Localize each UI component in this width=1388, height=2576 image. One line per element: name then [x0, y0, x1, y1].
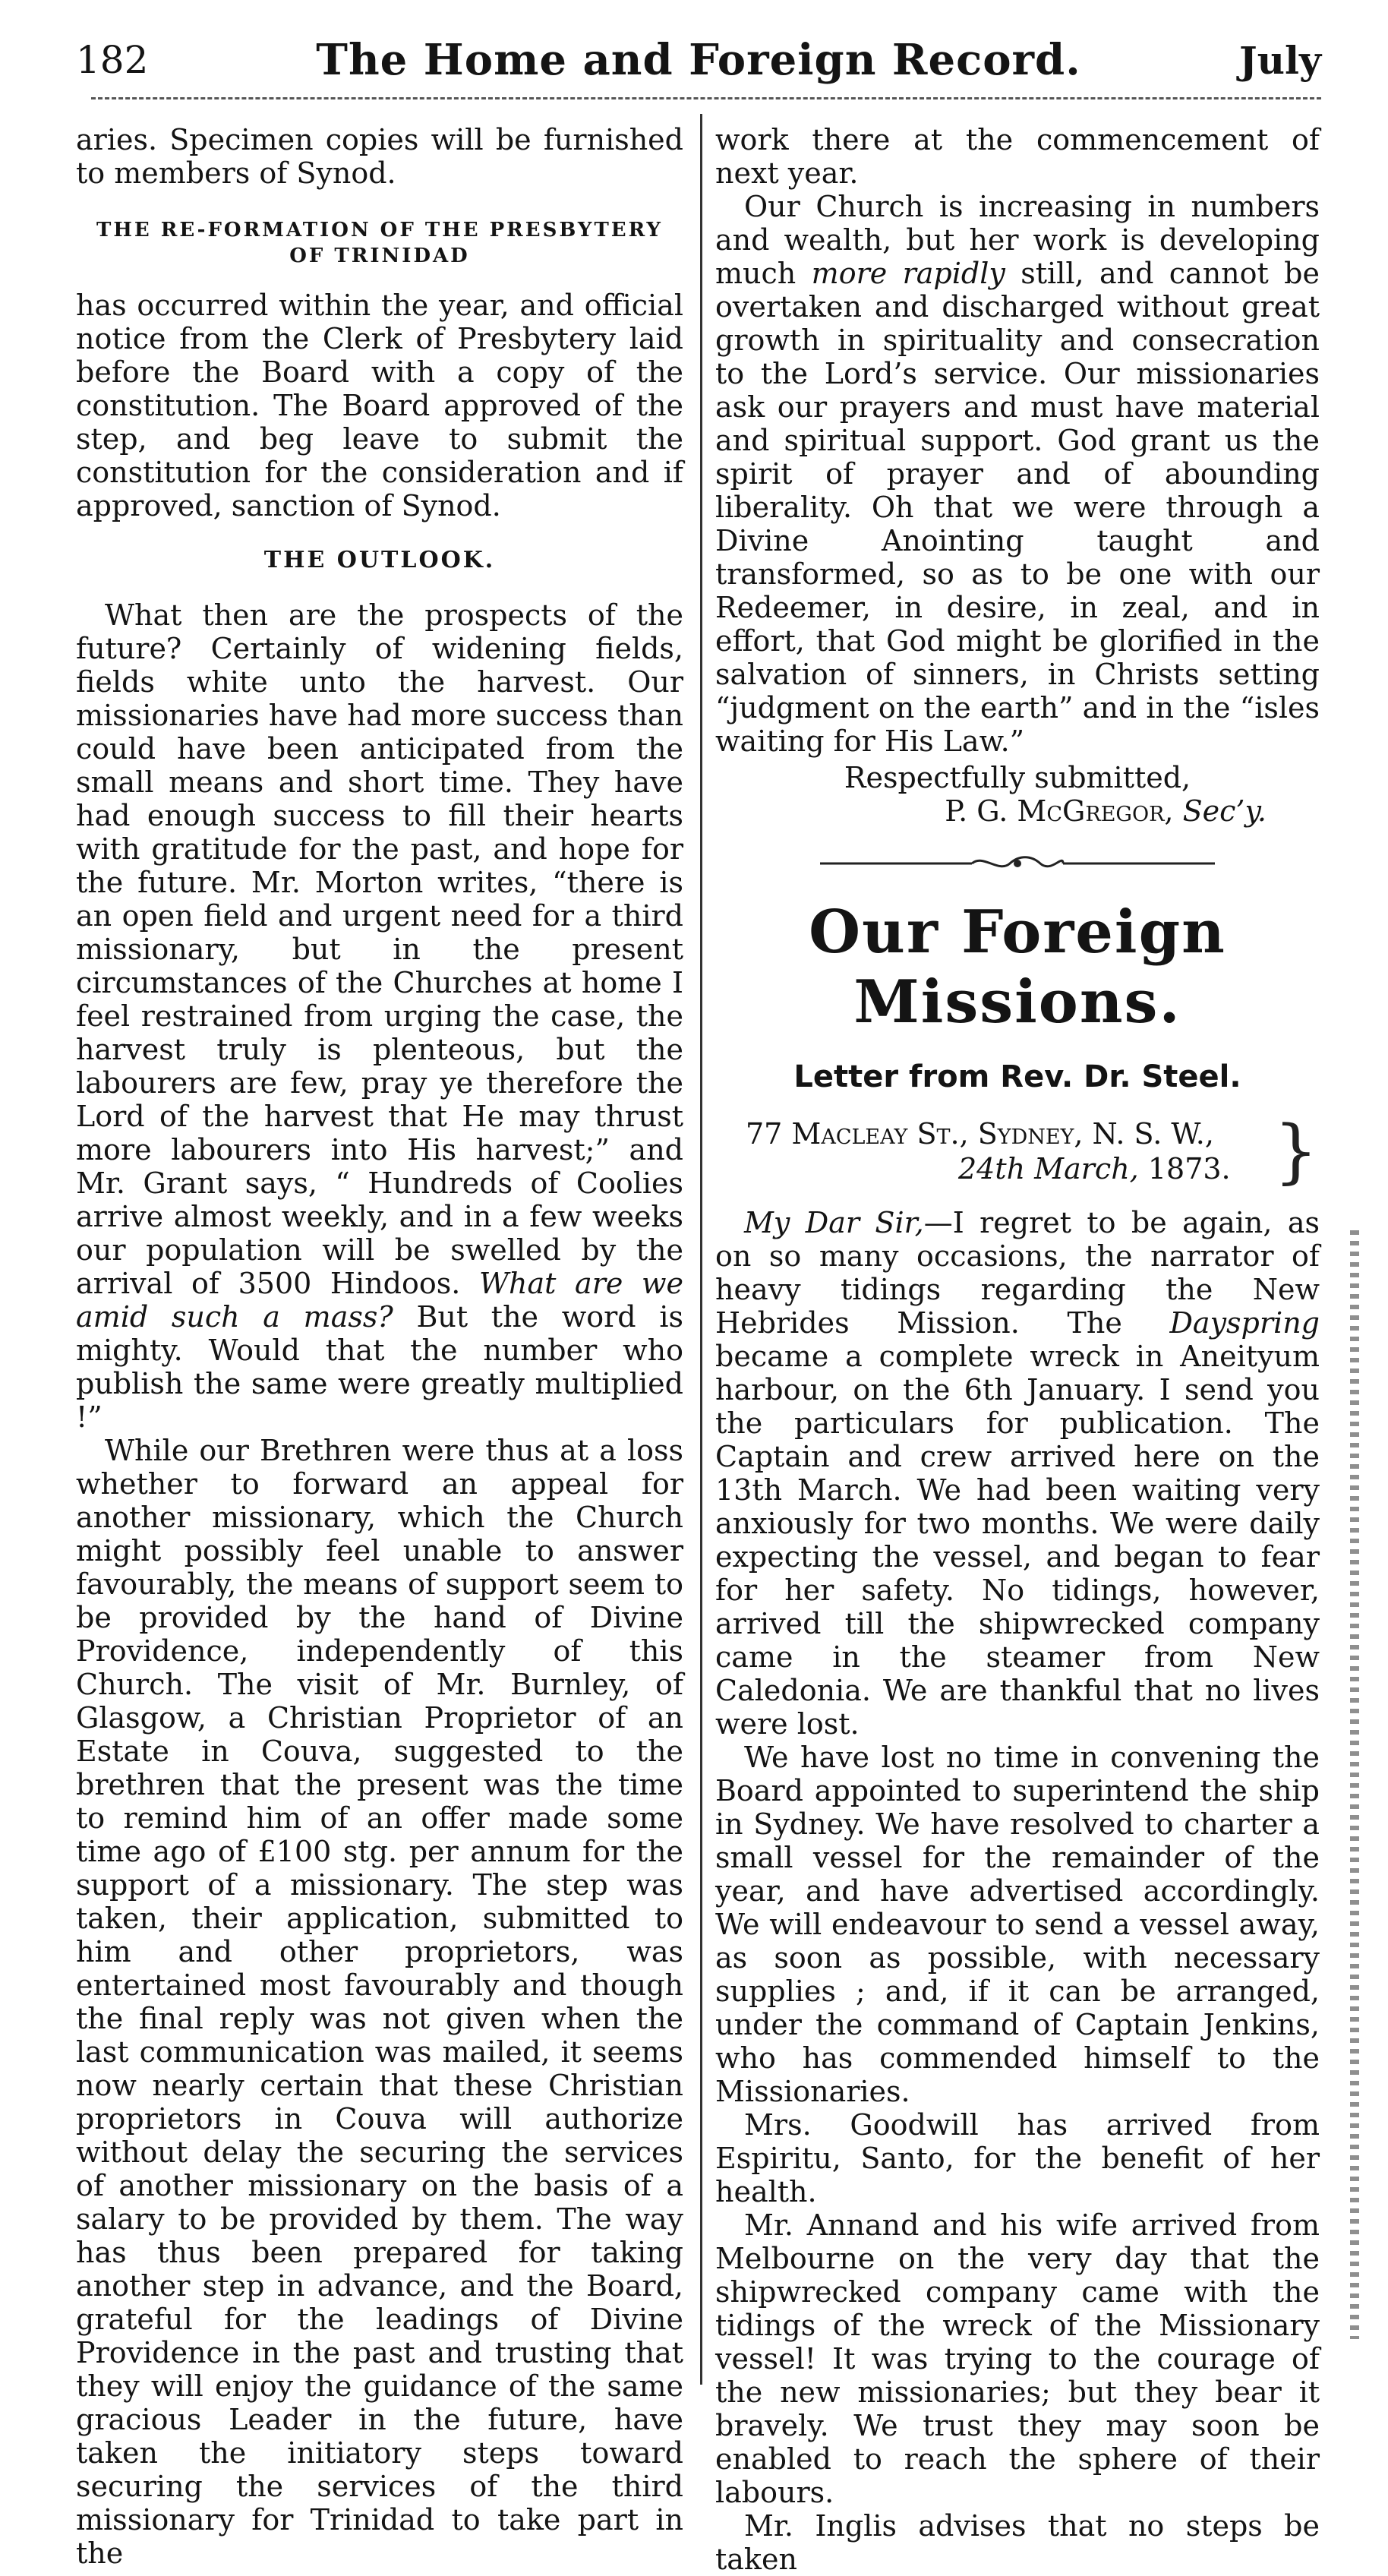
paragraph-trinidad: has occurred within the year, and official notice from the Clerk of Presbytery laid before the Board with a copy of the constitution. The Board approved of the step, and beg leave to submit the constitution for the consideration and if approved, sanction of Synod. — [76, 289, 683, 522]
ship-name: Dayspring — [1169, 1306, 1320, 1340]
address-date — [715, 1151, 1320, 1186]
outlook-text-b: But the word is mighty. Would that the number who publish the same were greatly multiplied !” — [76, 1300, 683, 1434]
ornament-divider — [820, 852, 1215, 875]
paragraph-letter-2: We have lost no time in convening the Board appointed to superintend the ship in Sydney. We have resolved to charter a small vessel for the remainder of the year, and have advertised accordingly. We will endeavour to send a vessel away, as soon as possible, with necessary supplies ; and, if it can be arranged, under the command of Captain Jenkins, who has commended himself to the Missionaries. — [715, 1741, 1320, 2108]
letter-address — [715, 1110, 1320, 1192]
left-column — [76, 123, 683, 2570]
page-number: 182 — [76, 38, 149, 82]
letter1-text-a: —I regret to be again, as on so many occasions, the narrator of heavy tidings regarding the New Hebrides Mission. The — [715, 1206, 1320, 1340]
paragraph-continued: work there at the commencement of next year. — [715, 123, 1320, 190]
scan-edge-shadow — [1350, 1230, 1359, 2339]
paragraph-brethren: While our Brethren were thus at a loss whether to forward an appeal for another missionary, which the Church might possibly feel unable to answer favourably, the means of support seem to be provided by the hand of Divine Providence, independently of this Church. The visit of Mr. Burnley, of Glasgow, a Christian Proprietor of an Estate in Couva, suggested to the brethren that the present was the time to remind him of an offer made some time ago of £100 stg. per annum for the support of a missionary. The step was taken, their application, submitted to him and other proprietors, was entertained most favourably and though the final reply was not given when the last communication was mailed, it seems now nearly certain that these Christian proprietors in Couva will authorize without delay the securing the services of another missionary on the basis of a salary to be provided by them. The way has thus been prepared for taking another step in advance, and the Board, grateful for the leadings of Divine Providence in the past and trusting that they will enjoy the guidance of the same gracious Leader in the future, have taken the initiatory steps toward securing the services of the third missionary for Trinidad to take part in the — [76, 1434, 683, 2570]
letter-title: Letter from Rev. Dr. Steel. — [793, 1059, 1241, 1094]
address-street: 77 Macleay St., Sydney, N. S. W., — [746, 1117, 1214, 1151]
secretary-title: Sec’y. — [1182, 794, 1267, 828]
church-italic: more rapidly — [811, 257, 1005, 290]
journal-title: The Home and Foreign Record. — [316, 35, 1081, 85]
running-header — [76, 30, 1321, 99]
signature-name — [715, 794, 1320, 828]
church-text-b: still, and cannot be overtaken and discharged without great growth in spirituality and consecration to the Lord’s service. Our missionaries ask our prayers and must have material and spiritual support. God grant us the spirit of prayer and of abounding liberality. Oh that we were through a Divine Anointing taught and transformed, so as to be one with our Redeemer, in desire, in zeal, and in effort, that God might be glorified in the salvation of sinners, in Christs setting “judgment on the earth” and in the “isles waiting for His Law.” — [715, 257, 1320, 758]
paragraph-church — [715, 190, 1320, 758]
right-column — [715, 123, 1320, 2576]
brace-icon: } — [1273, 1110, 1318, 1192]
paragraph-letter-5: Mr. Inglis advises that no steps be taken — [715, 2509, 1320, 2576]
section-title: Our Foreign Missions. — [809, 898, 1226, 1037]
column-divider — [700, 114, 702, 2385]
outlook-text-a: What then are the prospects of the future? Certainly of widening fields, fields white unto the harvest. Our missionaries have had more success than could have been anticipated from the small means and short time. They have had enough success to fill their hearts with gratitude for the past, and hope for the future. Mr. Morton writes, “there is an open field and urgent need for a third missionary, but in the present circumstances of the Churches at home I feel restrained from urging the case, the harvest truly is plenteous, but the labourers are few, pray ye therefore the Lord of the harvest that He may thrust more labourers into His harvest;” and Mr. Grant says, “ Hundreds of Coolies arrive almost weekly, and in a few weeks our population will be swelled by the arrival of 3500 Hindoos. — [76, 598, 683, 1300]
address-year: 1873. — [1147, 1152, 1231, 1185]
paragraph-letter-1 — [715, 1206, 1320, 1741]
letter1-text-b: became a complete wreck in Aneityum harbour, on the 6th January. I send you the particulars for publication. The Captain and crew arrived here on the 13th March. We had been waiting very anxiously for two months. We were daily expecting the vessel, and began to fear for her safety. No tidings, however, arrived till the shipwrecked company came in the steamer from New Caledonia. We are thankful that no lives were lost. — [715, 1340, 1320, 1741]
header-rule — [91, 97, 1321, 99]
paragraph-letter-3: Mrs. Goodwill has arrived from Espiritu, Santo, for the benefit of her health. — [715, 2108, 1320, 2208]
paragraph-intro: aries. Specimen copies will be furnished to members of Synod. — [76, 123, 683, 190]
heading-trinidad: THE RE-FORMATION OF THE PRESBYTERY OF TRINIDAD — [96, 219, 663, 267]
salutation: My Dar Sir, — [744, 1206, 924, 1239]
address-date-italic: 24th March, — [958, 1152, 1139, 1185]
paragraph-outlook — [76, 598, 683, 1434]
signature-line: Respectfully submitted, — [844, 761, 1191, 794]
secretary-name: P. G. McGregor, — [945, 794, 1174, 828]
church-text-a: Our Church is increasing in numbers and wealth, but her work is developing much — [715, 190, 1320, 290]
outlook-italic: What are we amid such a mass? — [76, 1267, 683, 1334]
paragraph-letter-4: Mr. Annand and his wife arrived from Melbourne on the very day that the shipwrecked company came with the tidings of the wreck of the Missionary vessel! It was trying to the courage of the new missionaries; but they bear it bravely. We trust they may soon be enabled to reach the sphere of their labours. — [715, 2208, 1320, 2509]
heading-outlook: THE OUTLOOK. — [263, 547, 496, 573]
issue-month: July — [1238, 38, 1321, 83]
